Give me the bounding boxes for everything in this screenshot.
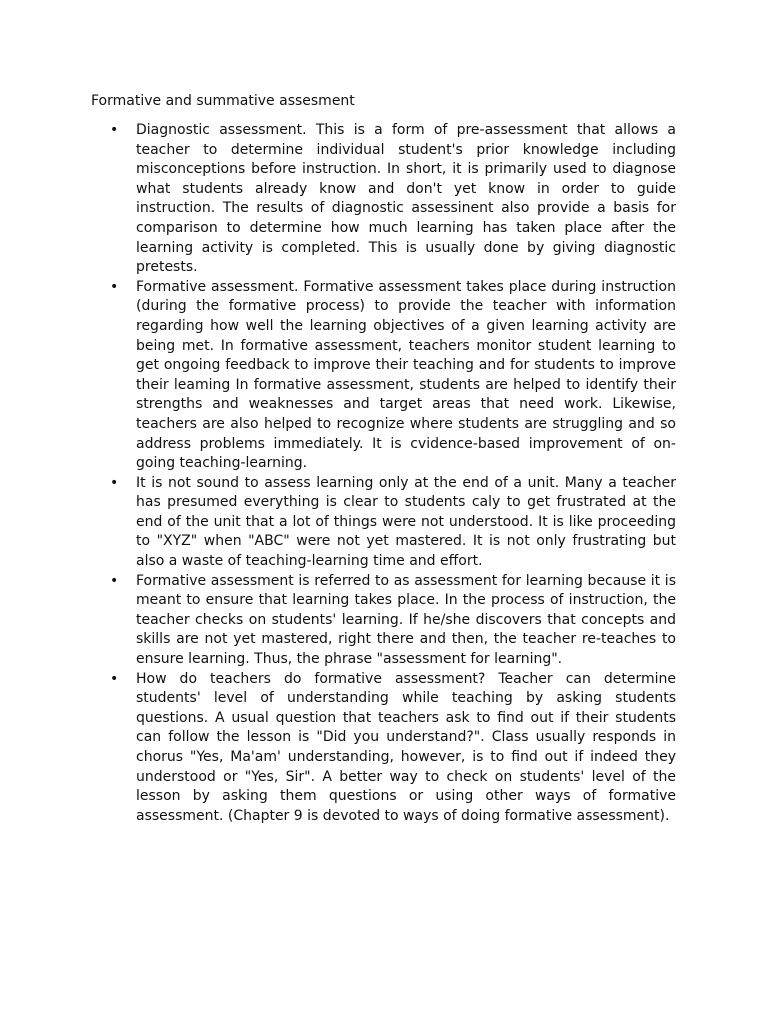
list-item: [0, 670, 768, 827]
bullet-icon: •: [110, 670, 119, 687]
list-item-text: Diagnostic assessment. This is a form of pre-assessment that allows a teacher to determine individual student's prior knowledge including misconceptions before instruction. In short, it is primarily used to diagnose what students already know and don't yet know in order to guide instruction. The results of diagnostic assessinent also provide a basis for comparison to determine how much learning has taken place after the learning activity is completed. This is usually done by giving diagnostic pretests.: [136, 122, 676, 276]
list-item: [0, 121, 768, 278]
page-title: Formative and summative assesment: [91, 93, 355, 109]
list-item: [0, 474, 768, 572]
bullet-icon: •: [110, 122, 119, 138]
list-item: [0, 572, 768, 670]
bullet-list: [0, 121, 768, 826]
bullet-icon: •: [110, 474, 119, 491]
list-item-text: How do teachers do formative assessment? Teacher can determine students' level of understanding while teaching by asking students questions. A usual question that teachers ask to find out if their students can follow the lesson is "Did you understand?". Class usually responds in chorus "Yes, Ma'am' understanding, however, is to find out if indeed they understood or "Yes, Sir". A better way to check on students' level of the lesson by asking them questions or using other ways of formative assessment. (Chapter 9 is devoted to ways of doing formative assessment).: [136, 670, 676, 824]
bullet-icon: •: [110, 278, 119, 295]
list-item-text: Formative assessment. Formative assessment takes place during instruction (during the formative process) to provide the teacher with information regarding how well the learning objectives of a given learning activity are being met. In formative assessment, teachers monitor student learning to get ongoing feedback to improve their teaching and for students to improve their leaming In formative assessment, students are helped to identify their strengths and weaknesses and target areas that need work. Likewise, teachers are also helped to recognize where students are struggling and so address problems immediately. It is cvidence-based improvement of on-going teaching-learning.: [136, 278, 676, 472]
list-item-text: It is not sound to assess learning only at the end of a unit. Many a teacher has presumed everything is clear to students caly to get frustrated at the end of the unit that a lot of things were not understood. It is like proceeding to "XYZ" when "ABC" were not yet mastered. It is not only frustrating but also a waste of teaching-learning time and effort.: [136, 474, 676, 570]
list-item: [0, 278, 768, 474]
bullet-icon: •: [110, 572, 119, 589]
list-item-text: Formative assessment is referred to as assessment for learning because it is meant to ensure that learning takes place. In the process of instruction, the teacher checks on students' learning. If he/she discovers that concepts and skills are not yet mastered, right there and then, the teacher re-teaches to ensure learning. Thus, the phrase "assessment for learning".: [136, 572, 676, 668]
